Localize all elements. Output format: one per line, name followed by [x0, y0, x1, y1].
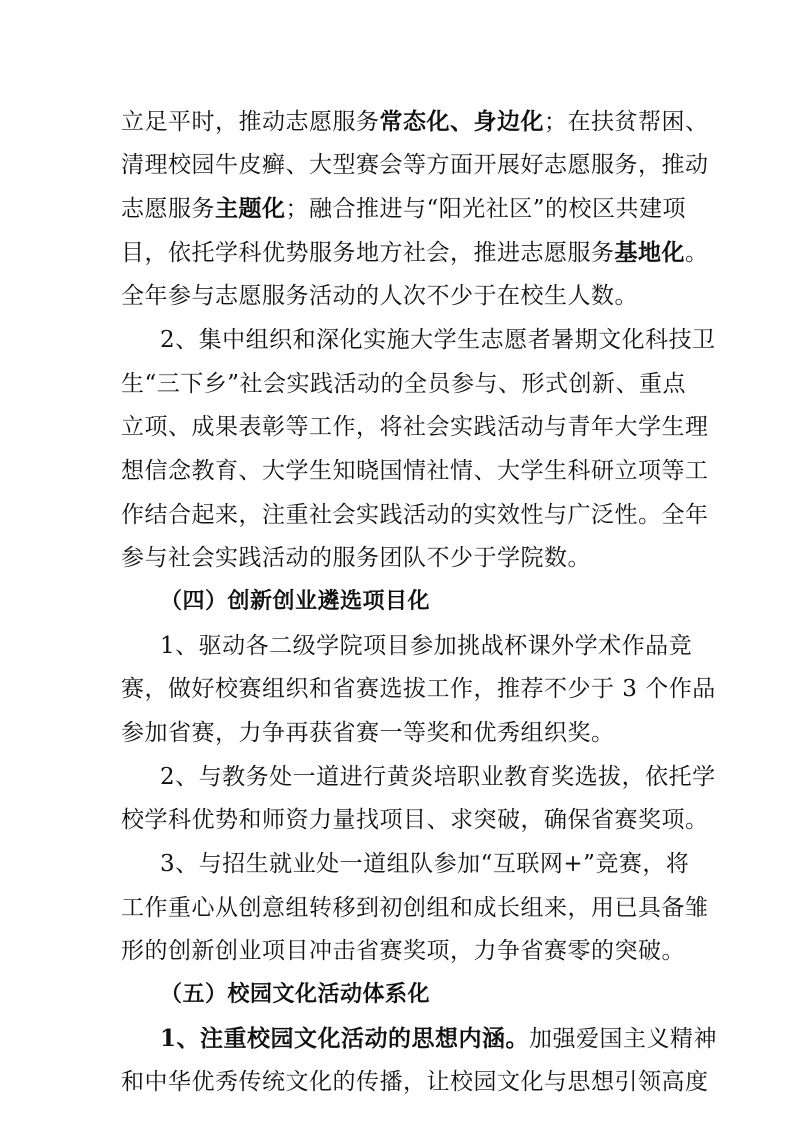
text-line [121, 233, 709, 273]
text-line: 清理校园牛皮癣、大型赛会等方面开展好志愿服务，推动 [121, 152, 709, 178]
text-line [121, 189, 687, 229]
text-line: 作结合起来，注重社会实践活动的实效性与广泛性。全年 [121, 502, 709, 528]
emphasis-text: 1、注重校园文化活动的思想内涵。 [160, 1025, 530, 1052]
text-line: 2、与教务处一道进行黄炎培职业教育奖选拔，依托学 [160, 764, 716, 790]
text-line: 1、驱动各二级学院项目参加挑战杯课外学术作品竞 [160, 633, 693, 659]
emphasis-text: 基地化 [614, 239, 685, 266]
text-line: 2、集中组织和深化实施大学生志愿者暑期文化科技卫 [160, 327, 716, 353]
text-run: 志愿服务 [121, 196, 215, 222]
text-line: 生“三下乡”社会实践活动的全员参与、形式创新、重点 [121, 371, 687, 397]
text-line [121, 102, 709, 142]
text-run: 立足平时，推动志愿服务 [121, 109, 380, 135]
text-line [160, 1019, 718, 1059]
text-run: 。 [685, 240, 709, 266]
text-line: 工作重心从创意组转移到初创组和成长组来，用已具备雏 [121, 895, 709, 921]
text-line: 全年参与志愿服务活动的人次不少于在校生人数。 [121, 283, 638, 309]
text-line: 参加省赛，力争再获省赛一等奖和优秀组织奖。 [121, 720, 615, 746]
text-run: ；融合推进与“阳光社区”的校区共建项 [285, 196, 687, 222]
text-line: 想信念教育、大学生知晓国情社情、大学生科研立项等工 [121, 458, 709, 484]
text-run: ；在扶贫帮困、 [544, 109, 709, 135]
text-line: 和中华优秀传统文化的传播，让校园文化与思想引领高度 [121, 1069, 709, 1095]
text-run: 加强爱国主义精神 [529, 1026, 718, 1052]
emphasis-text: 常态化、身边化 [379, 108, 544, 135]
text-line: 立项、成果表彰等工作，将社会实践活动与青年大学生理 [121, 414, 709, 440]
section-heading: （五）校园文化活动体系化 [160, 982, 431, 1007]
text-line: 参与社会实践活动的服务团队不少于学院数。 [121, 545, 591, 571]
text-line: 赛，做好校赛组织和省赛选拔工作，推荐不少于 3 个作品 [121, 676, 716, 702]
text-line: 形的创新创业项目冲击省赛奖项，力争省赛零的突破。 [121, 938, 685, 964]
section-heading: （四）创新创业遴选项目化 [160, 589, 431, 614]
text-run: 目，依托学科优势服务地方社会，推进志愿服务 [121, 240, 615, 266]
emphasis-text: 主题化 [215, 195, 286, 222]
text-line: 校学科优势和师资力量找项目、求突破，确保省赛奖项。 [121, 807, 709, 833]
text-line: 3、与招生就业处一道组队参加“互联网+”竞赛，将 [160, 851, 690, 877]
